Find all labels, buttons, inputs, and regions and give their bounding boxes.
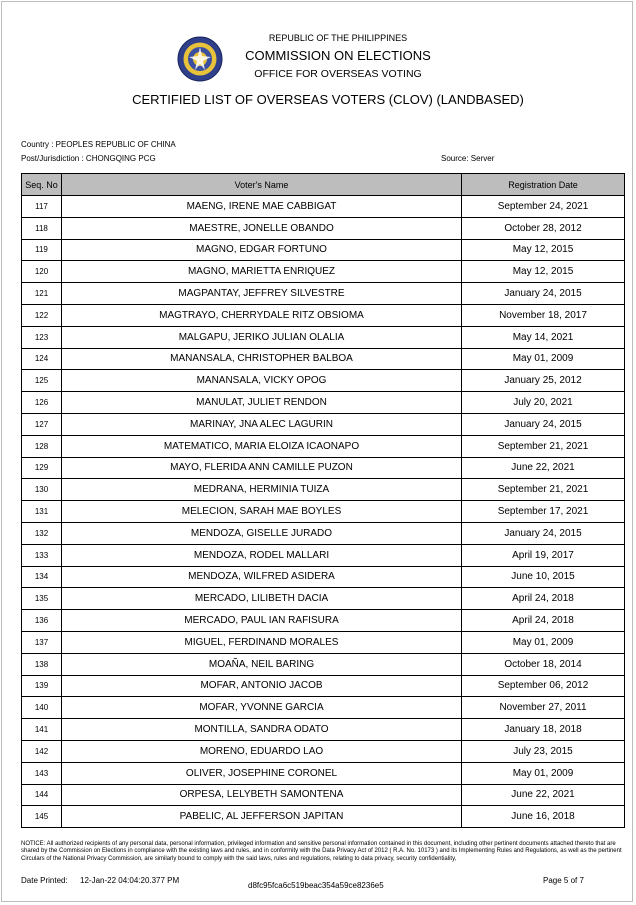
table-row [22, 806, 625, 828]
seq-no-cell: 119 [22, 239, 62, 261]
commission-line: COMMISSION ON ELECTIONS [245, 48, 431, 63]
voter-name-cell: MERCADO, LILIBETH DACIA [62, 588, 462, 610]
table-row [22, 413, 625, 435]
page-number: Page 5 of 7 [543, 876, 584, 885]
voter-name-cell: MARINAY, JNA ALEC LAGURIN [62, 413, 462, 435]
registration-date-cell: September 06, 2012 [462, 675, 625, 697]
date-printed-value: 12-Jan-22 04:04:20.377 PM [80, 876, 180, 885]
registration-date-cell: January 24, 2015 [462, 413, 625, 435]
table-row [22, 719, 625, 741]
voter-name-cell: MANULAT, JULIET RENDON [62, 392, 462, 414]
registration-date-cell: January 25, 2012 [462, 370, 625, 392]
voter-name-cell: MAENG, IRENE MAE CABBIGAT [62, 196, 462, 218]
seq-no-cell: 130 [22, 479, 62, 501]
voter-name-cell: MANANSALA, VICKY OPOG [62, 370, 462, 392]
table-row [22, 348, 625, 370]
table-row [22, 196, 625, 218]
seq-no-cell: 122 [22, 304, 62, 326]
seq-no-cell: 137 [22, 631, 62, 653]
header-voter-name: Voter's Name [62, 174, 462, 196]
date-printed-label: Date Printed: [21, 876, 68, 885]
table-row [22, 501, 625, 523]
registration-date-cell: April 24, 2018 [462, 588, 625, 610]
seq-no-cell: 131 [22, 501, 62, 523]
registration-date-cell: July 23, 2015 [462, 740, 625, 762]
registration-date-cell: September 21, 2021 [462, 435, 625, 457]
table-row [22, 566, 625, 588]
voters-table [21, 173, 625, 828]
document-hash: d8fc95fca6c519beac354a59ce8236e5 [248, 881, 384, 890]
registration-date-cell: October 18, 2014 [462, 653, 625, 675]
table-row [22, 435, 625, 457]
seq-no-cell: 123 [22, 326, 62, 348]
table-row [22, 326, 625, 348]
table-row [22, 239, 625, 261]
registration-date-cell: October 28, 2012 [462, 217, 625, 239]
registration-date-cell: May 01, 2009 [462, 348, 625, 370]
table-row [22, 392, 625, 414]
table-row [22, 653, 625, 675]
table-row [22, 675, 625, 697]
table-row [22, 784, 625, 806]
seq-no-cell: 129 [22, 457, 62, 479]
registration-date-cell: April 24, 2018 [462, 610, 625, 632]
table-row [22, 588, 625, 610]
header-registration-date: Registration Date [462, 174, 625, 196]
seq-no-cell: 126 [22, 392, 62, 414]
voter-name-cell: MIGUEL, FERDINAND MORALES [62, 631, 462, 653]
table-row [22, 479, 625, 501]
registration-date-cell: January 24, 2015 [462, 522, 625, 544]
table-row [22, 631, 625, 653]
seq-no-cell: 127 [22, 413, 62, 435]
table-row [22, 544, 625, 566]
voter-name-cell: MENDOZA, GISELLE JURADO [62, 522, 462, 544]
registration-date-cell: June 16, 2018 [462, 806, 625, 828]
table-row [22, 370, 625, 392]
voter-name-cell: MELECION, SARAH MAE BOYLES [62, 501, 462, 523]
registration-date-cell: November 18, 2017 [462, 304, 625, 326]
registration-date-cell: November 27, 2011 [462, 697, 625, 719]
country-label: Country : PEOPLES REPUBLIC OF CHINA [21, 140, 176, 149]
voter-name-cell: MERCADO, PAUL IAN RAFISURA [62, 610, 462, 632]
voter-name-cell: PABELIC, AL JEFFERSON JAPITAN [62, 806, 462, 828]
seq-no-cell: 140 [22, 697, 62, 719]
voter-name-cell: MAGNO, EDGAR FORTUNO [62, 239, 462, 261]
seq-no-cell: 125 [22, 370, 62, 392]
republic-line: REPUBLIC OF THE PHILIPPINES [268, 33, 408, 43]
header-seq-no: Seq. No [22, 174, 62, 196]
registration-date-cell: September 21, 2021 [462, 479, 625, 501]
privacy-notice: NOTICE: All authorized recipients of any personal data, personal information, privileged information and sensitive personal information contained in this document, including other pertinent documents attached thereto that are shared by the Commission on Elections in compliance with the existing laws and rules, and in conformity with the Data Privacy Act of 2012 ( R.A. No. 10173 ) and its Implementing Rules and Regulations, as well as the pertinent Circulars of the National Privacy Commission, are similarly bound to comply with the said laws, rules and regulations, relating to data privacy, security confidentiality, [21, 841, 622, 862]
seq-no-cell: 118 [22, 217, 62, 239]
seq-no-cell: 144 [22, 784, 62, 806]
voter-name-cell: OLIVER, JOSEPHINE CORONEL [62, 762, 462, 784]
voter-name-cell: MEDRANA, HERMINIA TUIZA [62, 479, 462, 501]
registration-date-cell: May 01, 2009 [462, 762, 625, 784]
table-row [22, 457, 625, 479]
registration-date-cell: May 01, 2009 [462, 631, 625, 653]
voter-name-cell: MAGTRAYO, CHERRYDALE RITZ OBSIOMA [62, 304, 462, 326]
registration-date-cell: July 20, 2021 [462, 392, 625, 414]
voter-name-cell: MAYO, FLERIDA ANN CAMILLE PUZON [62, 457, 462, 479]
seq-no-cell: 128 [22, 435, 62, 457]
voter-name-cell: MOAÑA, NEIL BARING [62, 653, 462, 675]
post-label: Post/Jurisdiction : CHONGQING PCG [21, 154, 156, 163]
source-label: Source: Server [441, 154, 495, 163]
voter-name-cell: MAGPANTAY, JEFFREY SILVESTRE [62, 283, 462, 305]
voter-name-cell: MALGAPU, JERIKO JULIAN OLALIA [62, 326, 462, 348]
registration-date-cell: May 14, 2021 [462, 326, 625, 348]
table-row [22, 522, 625, 544]
table-row [22, 740, 625, 762]
office-line: OFFICE FOR OVERSEAS VOTING [254, 68, 422, 80]
voter-name-cell: MAGNO, MARIETTA ENRIQUEZ [62, 261, 462, 283]
voter-name-cell: MENDOZA, WILFRED ASIDERA [62, 566, 462, 588]
voter-name-cell: MOFAR, YVONNE GARCIA [62, 697, 462, 719]
registration-date-cell: June 22, 2021 [462, 457, 625, 479]
seq-no-cell: 143 [22, 762, 62, 784]
voter-name-cell: MAESTRE, JONELLE OBANDO [62, 217, 462, 239]
registration-date-cell: January 18, 2018 [462, 719, 625, 741]
voter-name-cell: MENDOZA, RODEL MALLARI [62, 544, 462, 566]
table-row [22, 762, 625, 784]
seq-no-cell: 124 [22, 348, 62, 370]
seq-no-cell: 139 [22, 675, 62, 697]
registration-date-cell: May 12, 2015 [462, 261, 625, 283]
seq-no-cell: 117 [22, 196, 62, 218]
registration-date-cell: June 10, 2015 [462, 566, 625, 588]
seq-no-cell: 138 [22, 653, 62, 675]
seq-no-cell: 133 [22, 544, 62, 566]
document-title: CERTIFIED LIST OF OVERSEAS VOTERS (CLOV) (LANDBASED) [132, 92, 524, 107]
voter-name-cell: MOFAR, ANTONIO JACOB [62, 675, 462, 697]
registration-date-cell: September 17, 2021 [462, 501, 625, 523]
voter-name-cell: MORENO, EDUARDO LAO [62, 740, 462, 762]
registration-date-cell: September 24, 2021 [462, 196, 625, 218]
seq-no-cell: 132 [22, 522, 62, 544]
table-row [22, 261, 625, 283]
registration-date-cell: May 12, 2015 [462, 239, 625, 261]
seq-no-cell: 134 [22, 566, 62, 588]
comelec-seal-icon [177, 36, 223, 82]
registration-date-cell: January 24, 2015 [462, 283, 625, 305]
table-row [22, 697, 625, 719]
table-header-row [22, 174, 625, 196]
seq-no-cell: 141 [22, 719, 62, 741]
registration-date-cell: April 19, 2017 [462, 544, 625, 566]
table-row [22, 610, 625, 632]
voter-name-cell: MONTILLA, SANDRA ODATO [62, 719, 462, 741]
voter-name-cell: MANANSALA, CHRISTOPHER BALBOA [62, 348, 462, 370]
registration-date-cell: June 22, 2021 [462, 784, 625, 806]
voter-name-cell: MATEMATICO, MARIA ELOIZA ICAONAPO [62, 435, 462, 457]
table-row [22, 283, 625, 305]
seq-no-cell: 121 [22, 283, 62, 305]
seq-no-cell: 135 [22, 588, 62, 610]
voter-name-cell: ORPESA, LELYBETH SAMONTENA [62, 784, 462, 806]
table-row [22, 217, 625, 239]
seq-no-cell: 120 [22, 261, 62, 283]
table-row [22, 304, 625, 326]
seq-no-cell: 136 [22, 610, 62, 632]
seq-no-cell: 145 [22, 806, 62, 828]
seq-no-cell: 142 [22, 740, 62, 762]
